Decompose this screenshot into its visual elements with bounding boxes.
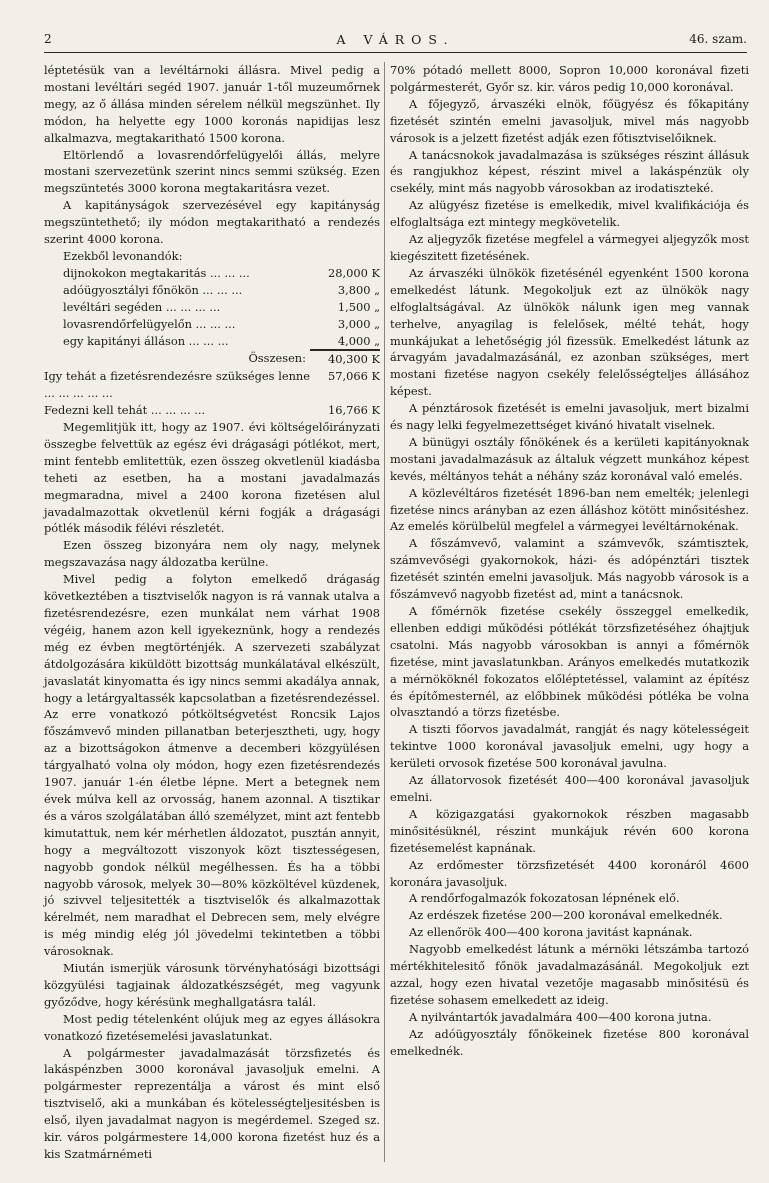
paragraph: Mivel pedig a folyton emelkedő drágaság következtében a tisztviselők nagyon is rá vannak utalva a fizetésrendezésre, ezen munkálat nem várhat 1908 végéig, hanem azon kell igyekeznünk, hogy a rendezés még ez évben megtörténjék. A szervezeti szabályzat átdolgozására kiküldött bizottság munkálatával elkészült, javaslatát kinyomatta és igy nincs semmi akadálya annak, hogy a letárgyaltassék kapcsolatban a fizetésrendezéssel. Az erre vonatkozó pótköltségvetést Roncsik Lajos főszámvevő minden pillanatban beterjesztheti, ugy, hogy az a bizottságokon átmenve a decemberi közgyülésen tárgyalható volna oly módon, hogy ezen fizetésrendezés 1907. január 1-én életbe lépne. Mert a betegnek nem évek múlva kell az orvosság, hanem azonnal. A tisztikar és a város szolgálatában álló személyzet, mint azt fentebb kimutattuk, nem kér mérhetlen áldozatot, pusztán annyit, hogy a megváltozott viszonyok közt tisztességesen, nagyobb gondok nélkül megélhessen. És ha a többi nagyobb városok, melyek 30—80% közköltével küzdenek, jó szivvel teljesitették a tisztviselők és alkalmazottak kérelmét, nem maradhat el Debrecen sem, mely elvégre is még mindig elég jól jövedelmi tekintetben a többi városoknak.	[44, 572, 380, 959]
paragraph: Az állatorvosok fizetését 400—400 koronával javasoljuk emelni.	[390, 773, 749, 804]
paragraph: Az alügyész fizetése is emelkedik, mivel kvalifikációja és elfoglaltsága ezt mintegy megkövetelik.	[390, 198, 749, 230]
paragraph: A tiszti főorvos javadalmát, rangját és nagy kötelességeit tekintve 1000 koronával javasoljuk emelni, ugy hogy a kerületi orvosok fizetése 500 koronával javulna.	[390, 722, 749, 771]
paragraph: Ezekből levonandók:	[63, 248, 183, 263]
paragraph: A közigazgatási gyakornokok részben magasabb minősitésüknél, részint munkájuk révén 600 korona fizetésemelést kapnának.	[390, 806, 749, 855]
paragraph: Eltörlendő a lovasrendőrfelügyelői állás, melyre mostani szervezetünk szerint nincs semmi szükség. Ezen megszüntetés 3000 korona megtakaritásra vezet.	[44, 147, 380, 196]
paragraph: Megemlitjük itt, hogy az 1907. évi költségelőirányzati összegbe felvettük az egész évi drágasági pótlékot, mert, mint fentebb emlitettük, ezen összeg okvetlenül kiadásba teheti az esetben, ha a mostani javadalmazás megmaradna, mivel a 2400 korona fizetésen alul javadalmazottak okvetlenül kérni fogják a drágasági pótlék második félévi részletét.	[44, 420, 380, 536]
left-column	[44, 62, 380, 1163]
paragraph: Az aljegyzők fizetése megfelel a vármegyei aljegyzők most kiegészitett fizetésének.	[390, 232, 749, 263]
paragraph: A közlevéltáros fizetését 1896-ban nem emelték; jelenlegi fizetése nincs arányban az ezen álláshoz kötött minősitéshez. Az emelés körülbelül megfelel a vármegyei levéltárnokénak.	[390, 485, 749, 534]
page-number: 2	[44, 32, 52, 46]
column-divider	[384, 62, 385, 1162]
paragraph: Az erdőmester törzsfizetését 4400 koronáról 4600 koronára javasoljuk.	[390, 857, 749, 889]
page-header	[44, 30, 747, 53]
paragraph: Ezen összeg bizonyára nem oly nagy, melynek megszavazása nagy áldozatba kerülne.	[44, 538, 380, 570]
paragraph: Most pedig tételenként olújuk meg az egyes állásokra vonatkozó fizetésemelési javaslatunkat.	[44, 1011, 380, 1043]
paragraph: Az ellenőrök 400—400 korona javitást kapnának.	[409, 925, 693, 940]
paragraph: A pénztárosok fizetését is emelni javasoljuk, mert bizalmi és nagy lelki fegyelmezettséget kivánó hivatalt viselnek.	[390, 401, 749, 433]
paragraph: A tanácsnokok javadalmazása is szükséges részint állásuk és rangjukhoz képest, részint mivel a lakáspénzük oly csekély, mint más nagyobb városokban az irodatiszteké.	[390, 147, 749, 196]
paragraph: Az erdészek fizetése 200—200 koronával emelkednék.	[409, 908, 723, 923]
right-column	[390, 62, 749, 1059]
cover-row: Fedezni kell tehát ... ... ... ... 16,766 K	[44, 403, 380, 418]
paragraph: A főjegyző, árvaszéki elnök, főügyész és főkapitány fizetését szintén emelni javasoljuk, mivel más nagyobb városok is a jelzett fizetést adják ezen főtisztviselőiknek.	[390, 96, 749, 145]
paragraph: A nyilvántartók javadalmára 400—400 korona jutna.	[409, 1009, 712, 1024]
paragraph: A rendőrfogalmazók fokozatosan lépnének elő.	[409, 891, 680, 906]
deductions-table	[44, 265, 380, 419]
paragraph: A főmérnök fizetése csekély összeggel emelkedik, ellenben eddigi működési pótlékát törzsfizetéséhez óhajtjuk csatolni. Más nagyobb városokban is annyi a főmérnök fizetése, mint javaslatunkban. Arányos emelkedés mutatkozik a mérnököknél fokozatos előléptetéssel, valamint az építész és építőmesternél, az előbbinek működési pótléka be volna olvasztandó a törzs fizetésbe.	[390, 604, 749, 720]
paragraph: 70% pótadó mellett 8000, Sopron 10,000 koronával fizeti polgármesterét, Győr sz. kir. város pedig 10,000 koronával.	[390, 63, 749, 94]
paragraph: Nagyobb emelkedést látunk a mérnöki létszámba tartozó mértékhitelesitő főnök javadalmazásánál. Megokoljuk ezt azzal, hogy ezen hivatal vezetője magasabb minősitésü és fizetése sohasem emelkedett az ideig.	[390, 942, 749, 1007]
deduction-row: adóügyosztályi főnökön ... ... ... 3,800 „	[63, 282, 380, 297]
paragraph: A főszámvevő, valamint a számvevők, számtisztek, számvevőségi gyakornokok, házi- és adópénztári tisztek fizetését szintén emelni javasoljuk. Más nagyobb városok is a főszámvevő nagyobb fizetést ad, mint a tanácsnok.	[390, 536, 749, 602]
paragraph: A bünügyi osztály főnökének és a kerületi kapitányoknak mostani javadalmazásuk az általuk végzett munkához képest kevés, méltányos tehát a néhány száz koronával való emelés.	[390, 434, 749, 483]
paragraph: Az árvaszéki ülnökök fizetésénél egyenként 1500 korona emelkedést látunk. Megokoljuk ezt az ülnökök nagy elfoglaltságával. Az ülnökök nálunk igen meg vannak terhelve, anyagilag is felelősek, mélté tehát, hogy munkájukat a lehetőségig jól fizessük. Emelkedést látunk az árvagyám javadalmazásánál, ez azonban szükséges, mert mostani fizetése nagyon csekély felelősségteljes állásához képest.	[390, 265, 749, 399]
paragraph: Miután ismerjük városunk törvényhatósági bizottsági közgyülési tagjainak áldozatkészségét, meg vagyunk győződve, hogy kérésünk meghallgatásra talál.	[44, 961, 380, 1009]
paragraph: A polgármester javadalmazását törzsfizetés és lakáspénzben 3000 koronával javasoljuk emelni. A polgármester reprezentálja a várost és mint első tisztviselő, aki a munkában és kötelességteljesitésben is első, ilyen javadalmat nagyon is megérdemel. Szeged sz. kir. város polgármestere 14,000 korona fizetést huz és a kis Szatmárnémeti	[44, 1045, 380, 1161]
masthead-title: A VÁROS.	[336, 32, 455, 47]
needed-row: Igy tehát a fizetésrendezésre szükséges lenne ... ... ... ... ... 57,066 K	[44, 369, 380, 401]
paragraph: Az adóügyosztály főnökeinek fizetése 800 koronával emelkednék.	[390, 1026, 749, 1058]
deduction-row: egy kapitányi álláson ... ... ... 4,000 „	[44, 333, 380, 351]
deduction-row: lovasrendőrfelügyelőn ... ... ... 3,000 „	[63, 316, 380, 331]
paragraph: léptetésük van a levéltárnoki állásra. Mivel pedig a mostani levéltári segéd 1907. január 1-től muzeumőrnek megy, az ő állása minden sérelem nélkül megszünhet. Ily módon, ha helyette egy 1000 koronás napidijas lesz alkalmazva, megtakaritható 1500 korona.	[44, 63, 380, 145]
deduction-row: levéltári segéden ... ... ... ... 1,500 „	[63, 299, 380, 314]
paragraph: A kapitányságok szervezésével egy kapitányság megszüntethető; ily módon megtakaritható a rendezés szerint 4000 korona.	[44, 198, 380, 247]
issue-number: 46. szam.	[689, 32, 747, 46]
deduction-row: dijnokokon megtakaritás ... ... ... 28,000 K	[63, 265, 380, 280]
total-row: Összesen: 40,300 K	[248, 351, 380, 367]
